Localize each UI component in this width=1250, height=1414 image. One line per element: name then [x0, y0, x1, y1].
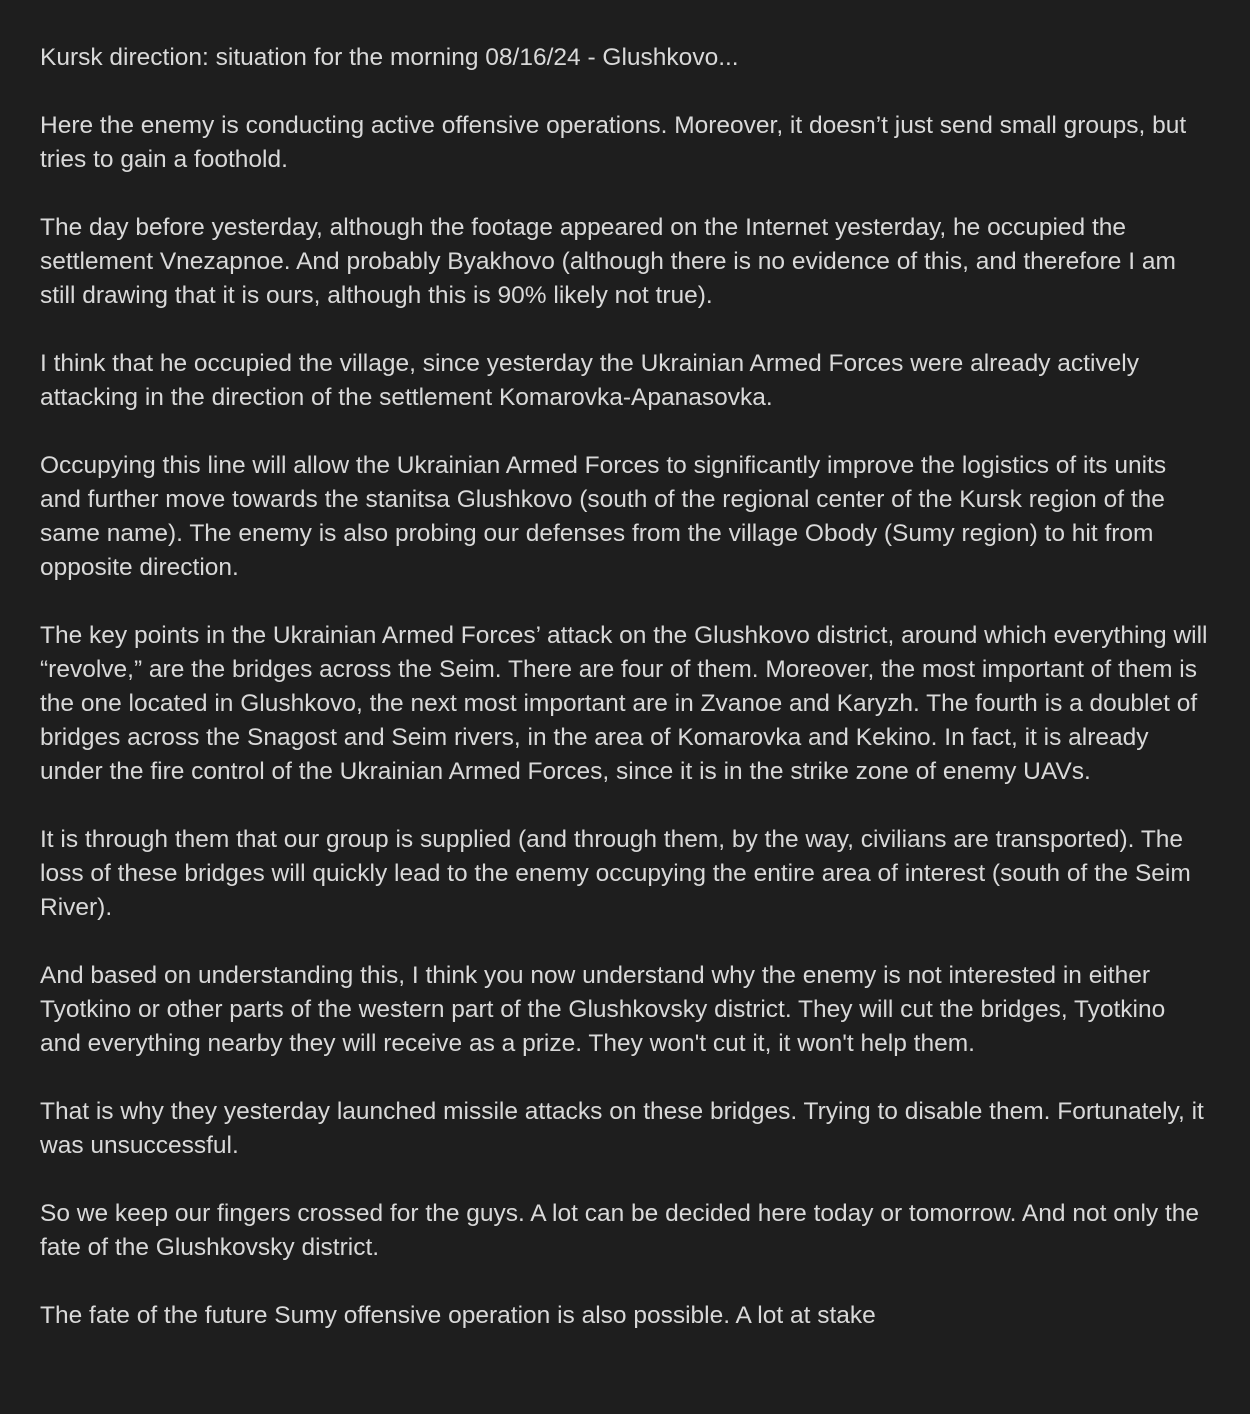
- note-paragraph: That is why they yesterday launched missile attacks on these bridges. Trying to disable them. Fortunately, it was unsuccessful.: [40, 1098, 1204, 1159]
- note-paragraph: So we keep our fingers crossed for the guys. A lot can be decided here today or tomorrow. And not only the fate of the Glushkovsky district.: [40, 1200, 1200, 1261]
- note-title-line: Kursk direction: situation for the morning 08/16/24 - Glushkovo...: [40, 44, 739, 71]
- note-paragraph: Here the enemy is conducting active offensive operations. Moreover, it doesn’t just send small groups, but tries to gain a foothold.: [40, 112, 1187, 173]
- note-paragraph: And based on understanding this, I think you now understand why the enemy is not interested in either Tyotkino or other parts of the western part of the Glushkovsky district. They will cut the bridges, Tyotkino and everything nearby they will receive as a prize. They won't cut it, it won't help them.: [40, 962, 1166, 1057]
- note-paragraph: The day before yesterday, although the footage appeared on the Internet yesterday, he occupied the settlement Vnezapnoe. And probably Byakhovo (although there is no evidence of this, and therefore I am still drawing that it is ours, although this is 90% likely not true).: [40, 214, 1176, 309]
- note-paragraph: The fate of the future Sumy offensive operation is also possible. A lot at stake: [40, 1302, 876, 1329]
- note-paragraph: The key points in the Ukrainian Armed Forces’ attack on the Glushkovo district, around which everything will “revolve,” are the bridges across the Seim. There are four of them. Moreover, the most important of them is the one located in Glushkovo, the next most important are in Zvanoe and Karyzh. The fourth is a doublet of bridges across the Snagost and Seim rivers, in the area of Komarovka and Kekino. In fact, it is already under the fire control of the Ukrainian Armed Forces, since it is in the strike zone of enemy UAVs.: [40, 622, 1208, 785]
- note-paragraph: It is through them that our group is supplied (and through them, by the way, civilians are transported). The loss of these bridges will quickly lead to the enemy occupying the entire area of interest (south of the Seim River).: [40, 826, 1191, 921]
- note-paragraph: Occupying this line will allow the Ukrainian Armed Forces to significantly improve the logistics of its units and further move towards the stanitsa Glushkovo (south of the regional center of the Kursk region of the same name). The enemy is also probing our defenses from the village Obody (Sumy region) to hit from opposite direction.: [40, 452, 1167, 581]
- note-paragraph: I think that he occupied the village, since yesterday the Ukrainian Armed Forces were already actively attacking in the direction of the settlement Komarovka-Apanasovka.: [40, 350, 1139, 411]
